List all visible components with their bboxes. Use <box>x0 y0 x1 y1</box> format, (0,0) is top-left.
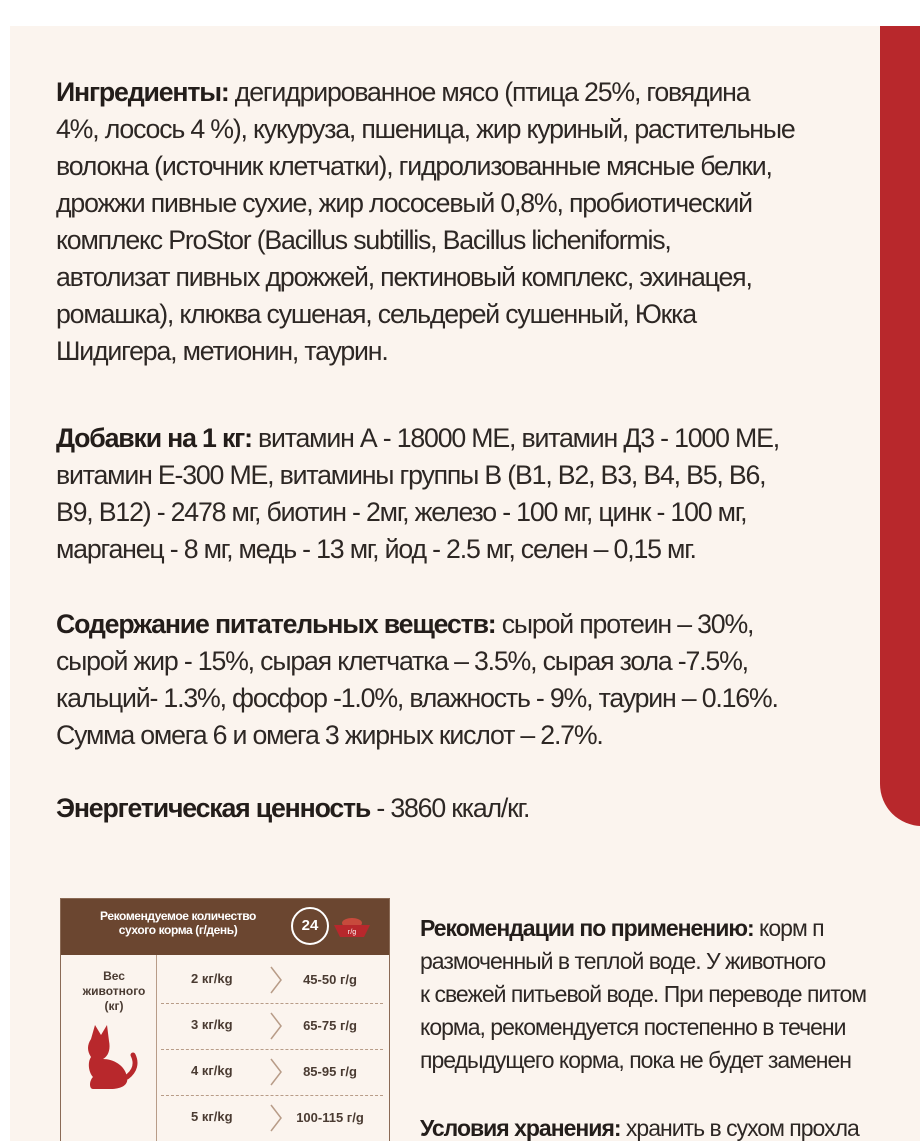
nutrients-section <box>56 606 816 754</box>
bowl-label: г/g <box>347 929 357 936</box>
feeding-row <box>161 1005 383 1050</box>
additives-line-3: В9, В12) - 2478 мг, биотин - 2мг, железо - 100 мг, цинк - 100 мг, <box>56 497 747 527</box>
feeding-row <box>161 1051 383 1096</box>
recommendations-section <box>420 912 920 1077</box>
nutrients-line-4: Сумма омега 6 и омега 3 жирных кислот – 2.7%. <box>56 720 603 750</box>
ingredients-line-8: Шидигера, метионин, таурин. <box>56 336 388 366</box>
weight-value: 4 кг/kg <box>191 1063 233 1078</box>
weight-value: 2 кг/kg <box>191 971 233 986</box>
energy-heading: Энергетическая ценность <box>56 793 371 823</box>
ingredients-line-5: комплекс ProStor (Bacillus subtillis, Bacillus licheniformis, <box>56 225 671 255</box>
weight-value: 5 кг/kg <box>191 1109 233 1124</box>
recommendations-line-1: Рекомендации по применению: корм п <box>420 915 824 941</box>
recommendations-line-5: предыдущего корма, пока не будет заменен <box>420 1047 852 1073</box>
nutrients-line-3: кальций- 1.3%, фосфор -1.0%, влажность - 9%, таурин – 0.16%. <box>56 683 778 713</box>
grams-value: 85-95 г/g <box>303 1064 357 1079</box>
feeding-table-header <box>61 899 389 955</box>
recommendations-line-3: к свежей питьевой воде. При переводе питом <box>420 981 867 1007</box>
ingredients-line-4: дрожжи пивные сухие, жир лососевый 0,8%, пробиотический <box>56 188 752 218</box>
ingredients-line-7: ромашка), клюква сушеная, сельдерей сушенный, Юкка <box>56 299 696 329</box>
label-panel <box>10 26 920 1141</box>
food-bowl-icon <box>331 915 373 939</box>
nutrients-heading: Содержание питательных веществ: <box>56 609 496 639</box>
additives-heading: Добавки на 1 кг: <box>56 423 252 453</box>
storage-line: Условия хранения: хранить в сухом прохла <box>420 1115 859 1141</box>
ingredients-line-6: автолизат пивных дрожжей, пектиновый комплекс, эхинацея, <box>56 262 752 292</box>
grams-value: 45-50 г/g <box>303 972 357 987</box>
weight-value: 3 кг/kg <box>191 1017 233 1032</box>
ingredients-line-3: волокна (источник клетчатки), гидролизованные мясные белки, <box>56 151 772 181</box>
feeding-row <box>161 959 383 1004</box>
ingredients-heading: Ингредиенты: <box>56 77 229 107</box>
grams-value: 100-115 г/g <box>296 1110 364 1125</box>
feeding-table-title: Рекомендуемое количество сухого корма (г/день) <box>100 909 256 937</box>
grams-value: 65-75 г/g <box>303 1018 357 1033</box>
cat-icon <box>81 1019 139 1089</box>
additives-section <box>56 420 816 568</box>
recommendations-line-2: размоченный в теплой воде. У животного <box>420 948 826 974</box>
table-divider <box>156 955 157 1141</box>
energy-section <box>56 790 816 827</box>
weight-label: Вес животного (кг) <box>82 969 146 1013</box>
additives-line-2: витамин Е-300 МЕ, витамины группы В (В1, В2, В3, В4, В5, В6, <box>56 460 766 490</box>
ingredients-section <box>56 74 816 370</box>
feeding-row <box>161 1097 383 1141</box>
recommendations-heading: Рекомендации по применению: <box>420 915 754 941</box>
nutrients-line-1: Содержание питательных веществ: сырой протеин – 30%, <box>56 609 754 639</box>
storage-section <box>420 1112 920 1141</box>
additives-line-1: Добавки на 1 кг: витамин А - 18000 МЕ, витамин Д3 - 1000 МЕ, <box>56 423 779 453</box>
ingredients-line-1: Ингредиенты: дегидрированное мясо (птица 25%, говядина <box>56 77 750 107</box>
red-side-band <box>880 26 920 826</box>
energy-line: Энергетическая ценность - 3860 ккал/кг. <box>56 793 530 823</box>
storage-heading: Условия хранения: <box>420 1115 621 1141</box>
recommendations-line-4: корма, рекомендуется постепенно в течени <box>420 1014 846 1040</box>
additives-line-4: марганец - 8 мг, медь - 13 мг, йод - 2.5 мг, селен – 0,15 мг. <box>56 534 696 564</box>
feeding-table <box>60 898 390 1141</box>
ingredients-line-2: 4%, лосось 4 %), кукуруза, пшеница, жир куриный, растительные <box>56 114 795 144</box>
nutrients-line-2: сырой жир - 15%, сырая клетчатка – 3.5%, сырая зола -7.5%, <box>56 646 748 676</box>
24-hours-badge: 24 <box>291 907 329 945</box>
